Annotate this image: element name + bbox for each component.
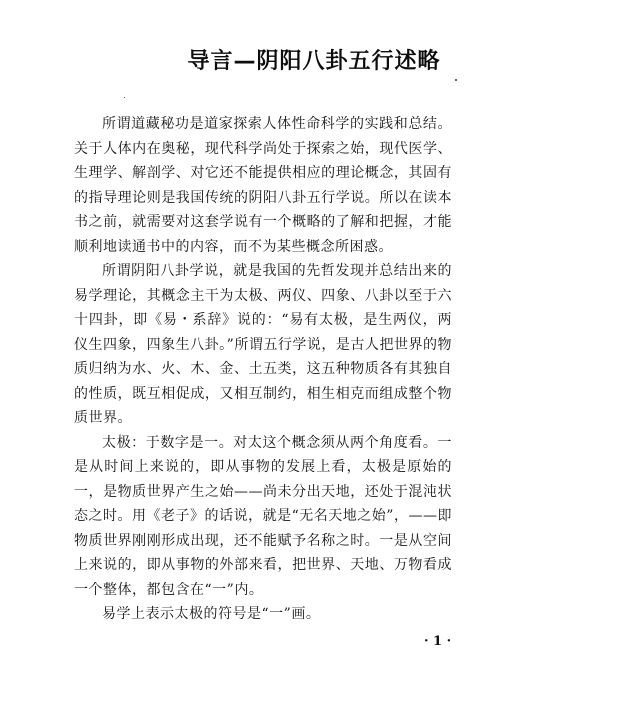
body-text (74, 112, 452, 627)
paragraph-4: 易学上表示太极的符号是“一”画。 (102, 606, 321, 622)
scan-speck (124, 97, 125, 98)
paragraph-2: 所谓阴阳八卦学说，就是我国的先哲发现并总结出来的易学理论，其概念主干为太极、两仪、四象、八卦以至于六十四卦，即《易・系辞》说的：“易有太极，是生两仪，两仪生四象，四象生八卦。”所谓五行学说，是古人把世界的物质归纳为水、火、木、金、土五类，这五种物质各有其独自的性质，既互相促成，又相互制约，相生相克而组成整个物质世界。 (74, 263, 452, 426)
scan-speck (455, 79, 457, 81)
paragraph-1: 所谓道藏秘功是道家探索人体性命科学的实践和总结。关于人体内在奥秘，现代科学尚处于探索之始，现代医学、生理学、解剖学、对它还不能提供相应的理论概念，其固有的指导理论则是我国传统的阴阳八卦五行学说。所以在读本书之前，就需要对这套学说有一个概略的了解和把握，才能顺利地读通书中的内容，而不为某些概念所困惑。 (74, 116, 452, 255)
paragraph-3: 太极：于数字是一。对太这个概念须从两个角度看。一是从时间上来说的，即从事物的发展上看，太极是原始的一，是物质世界产生之始——尚未分出天地，还处于混沌状态之时。用《老子》的话说，就是“无名天地之始”，——即物质世界刚刚形成出现，还不能赋予名称之时。一是从空间上来说的，即从事物的外部来看，把世界、天地、万物看成一个整体，都包含在“一”内。 (74, 434, 452, 598)
page-title: 导言—阴阳八卦五行述略 (187, 49, 441, 74)
page-number: · 1 · (424, 634, 452, 649)
